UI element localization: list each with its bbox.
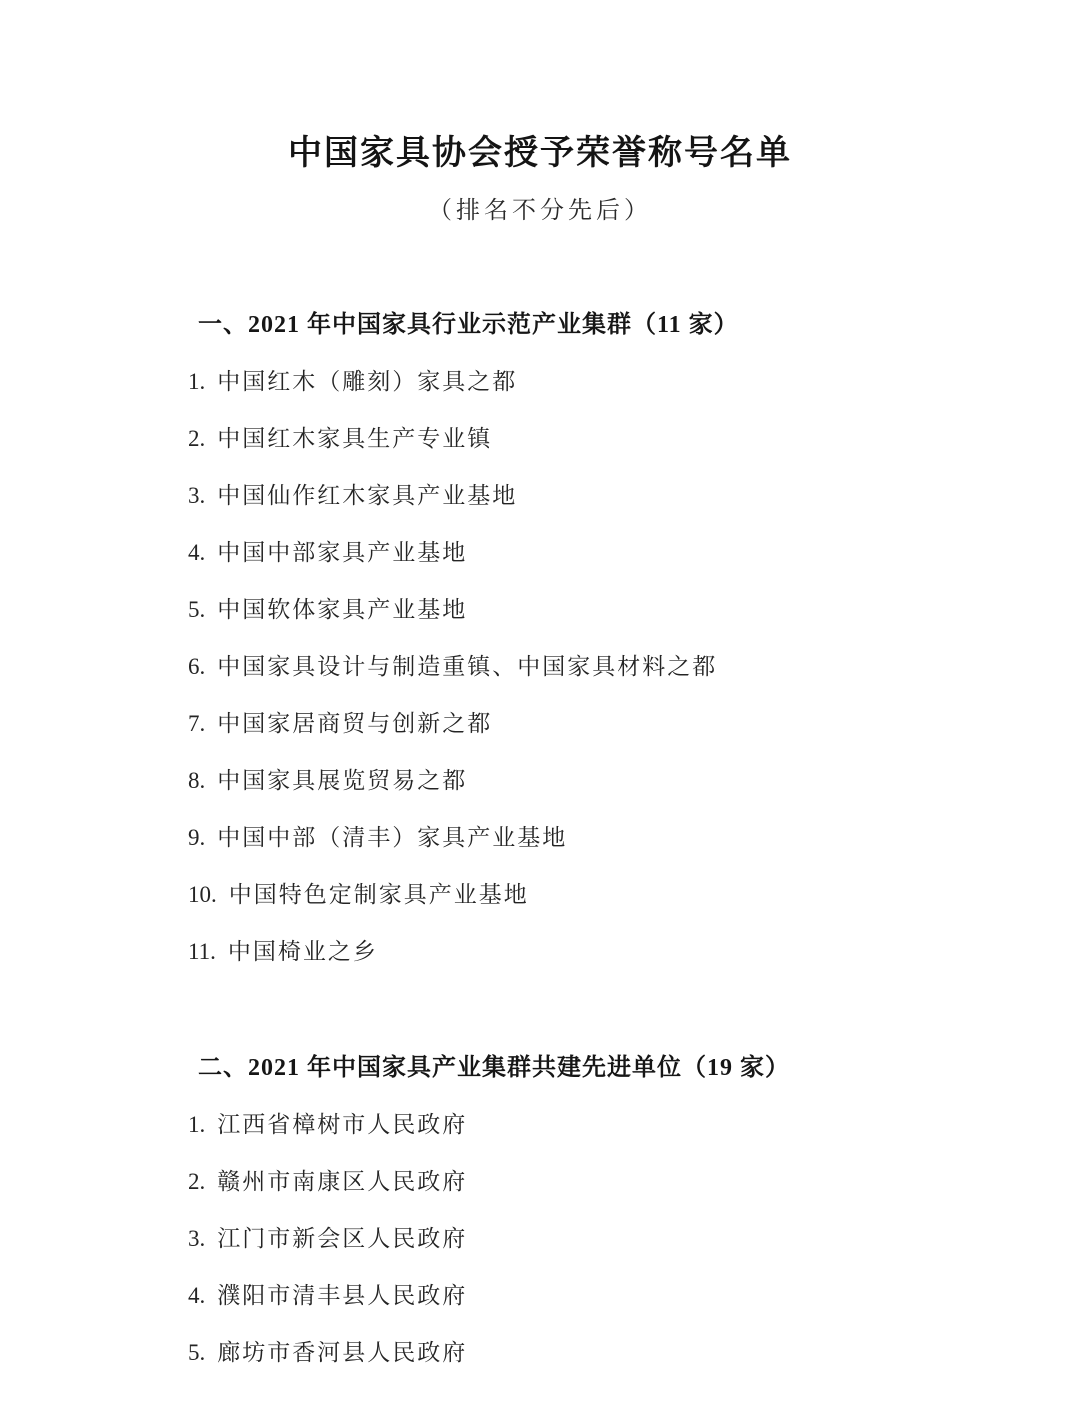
list-item-text: 中国中部（清丰）家具产业基地 <box>217 825 568 850</box>
list-item-text: 中国家居商贸与创新之都 <box>217 711 493 736</box>
list-item-number: 3. <box>188 483 206 508</box>
list-item-number: 7. <box>188 711 206 736</box>
list-item-number: 3. <box>188 1226 206 1251</box>
list-item <box>188 367 1040 424</box>
list-item <box>188 766 1040 823</box>
section <box>0 310 1080 994</box>
list-item-text: 江门市新会区人民政府 <box>217 1226 468 1251</box>
document-title: 中国家具协会授予荣誉称号名单 <box>288 135 792 172</box>
list-item <box>188 823 1040 880</box>
list-item-text: 赣州市南康区人民政府 <box>217 1169 468 1194</box>
list-item-number: 4. <box>188 540 206 565</box>
list-item-text: 中国中部家具产业基地 <box>217 540 468 565</box>
list-item-number: 1. <box>188 1112 206 1137</box>
list-item <box>188 481 1040 538</box>
list-item-text: 廊坊市香河县人民政府 <box>217 1340 468 1365</box>
list-item <box>188 1110 1040 1167</box>
section-list <box>188 1110 1040 1395</box>
sections <box>0 310 1080 1395</box>
section-heading: 一、2021 年中国家具行业示范产业集群（11 家） <box>198 312 739 338</box>
section-list <box>188 367 1040 994</box>
list-item-text: 江西省樟树市人民政府 <box>217 1112 468 1137</box>
list-item-number: 4. <box>188 1283 206 1308</box>
list-item-text: 中国家具设计与制造重镇、中国家具材料之都 <box>217 654 718 679</box>
list-item-number: 8. <box>188 768 206 793</box>
list-item <box>188 595 1040 652</box>
list-item <box>188 937 1040 994</box>
section-heading: 二、2021 年中国家具产业集群共建先进单位（19 家） <box>198 1055 790 1081</box>
list-item <box>188 880 1040 937</box>
list-item-number: 6. <box>188 654 206 679</box>
list-item-text: 濮阳市清丰县人民政府 <box>217 1283 468 1308</box>
list-item-number: 5. <box>188 597 206 622</box>
list-item-number: 2. <box>188 426 206 451</box>
list-item <box>188 709 1040 766</box>
list-item <box>188 1338 1040 1395</box>
list-item <box>188 1224 1040 1281</box>
section <box>0 1053 1080 1395</box>
list-item-text: 中国椅业之乡 <box>227 939 378 964</box>
list-item <box>188 652 1040 709</box>
list-item <box>188 424 1040 481</box>
list-item-number: 1. <box>188 369 206 394</box>
list-item-text: 中国家具展览贸易之都 <box>217 768 468 793</box>
list-item <box>188 1167 1040 1224</box>
list-item-number: 2. <box>188 1169 206 1194</box>
list-item-number: 11. <box>188 939 216 964</box>
list-item-text: 中国红木家具生产专业镇 <box>217 426 493 451</box>
list-item-text: 中国仙作红木家具产业基地 <box>217 483 518 508</box>
list-item-number: 10. <box>188 882 217 907</box>
list-item-number: 5. <box>188 1340 206 1365</box>
list-item <box>188 538 1040 595</box>
document-subtitle: （排名不分先后） <box>428 198 652 224</box>
list-item-number: 9. <box>188 825 206 850</box>
list-item-text: 中国特色定制家具产业基地 <box>228 882 529 907</box>
list-item-text: 中国软体家具产业基地 <box>217 597 468 622</box>
list-item <box>188 1281 1040 1338</box>
list-item-text: 中国红木（雕刻）家具之都 <box>217 369 518 394</box>
